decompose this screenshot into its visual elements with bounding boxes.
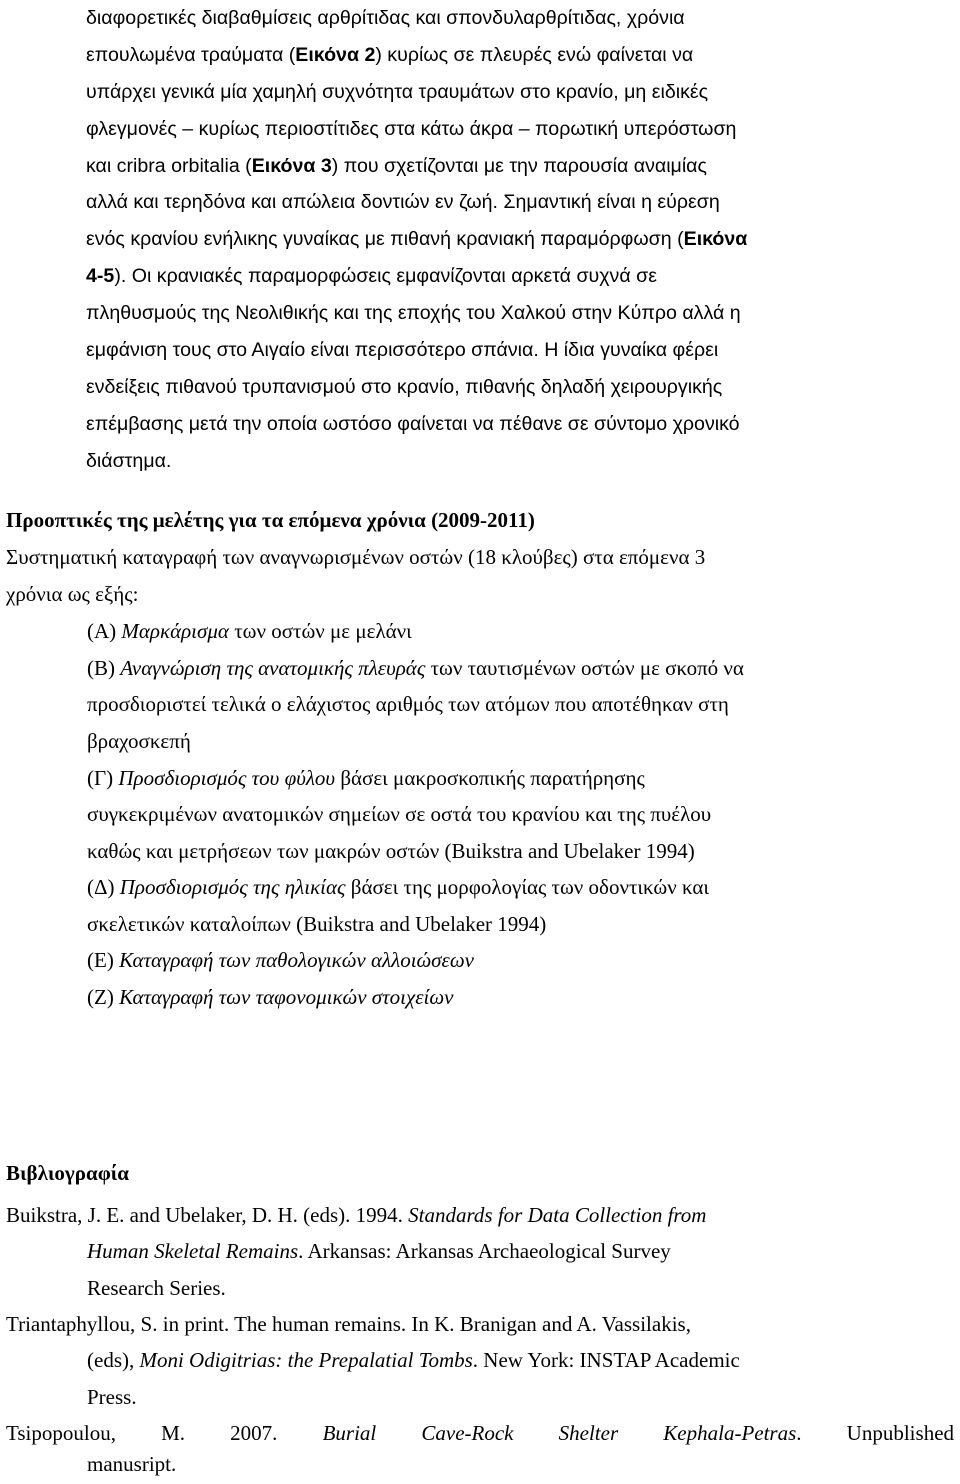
list-item-d-cont: σκελετικών καταλοίπων (Buikstra and Ubelaker 1994) <box>87 912 547 936</box>
ref-text: (eds), <box>87 1348 140 1372</box>
ref-text: Tsipopoulou, M. 2007. <box>6 1421 323 1445</box>
text-line <box>86 443 952 480</box>
item-text: των οστών με μελάνι <box>228 619 412 643</box>
ref-title: Human Skeletal Remains <box>87 1239 299 1263</box>
section-lead-line: χρόνια ως εξής: <box>6 582 139 606</box>
line-text: ) κυρίως σε πλευρές ενώ φαίνεται να <box>375 43 694 66</box>
text-line <box>86 221 952 258</box>
item-marker: (Ε) <box>87 948 120 972</box>
ref-text: . Arkansas: Arkansas Archaeological Survey <box>298 1239 671 1263</box>
figure-ref: Εικόνα 3 <box>251 154 332 177</box>
line-text: διάστημα. <box>86 449 172 472</box>
figure-ref: Εικόνα 2 <box>295 43 376 66</box>
line-text: υπάρχει γενικά μία χαμηλή συχνότητα τραυμάτων στο κρανίο, μη ειδικές <box>86 80 709 103</box>
item-text: βάσει μακροσκοπικής παρατήρησης <box>335 766 645 790</box>
ref-title: Burial Cave-Rock Shelter Kephala-Petras <box>322 1421 797 1445</box>
ref-text: . New York: INSTAP Academic <box>472 1348 740 1372</box>
line-text: διαφορετικές διαβαθμίσεις αρθρίτιδας και σπονδυλαρθρίτιδας, χρόνια <box>86 7 685 29</box>
item-marker: (Β) <box>87 656 121 680</box>
text-line <box>86 406 952 443</box>
section-heading: Προοπτικές της μελέτης για τα επόμενα χρόνια (2009-2011) <box>6 508 535 532</box>
list-item-c-cont: καθώς και μετρήσεων των μακρών οστών (Buikstra and Ubelaker 1994) <box>87 839 695 863</box>
reference-2: Triantaphyllou, S. in print. The human remains. In K. Branigan and A. Vassilakis, <box>6 1312 691 1336</box>
section-lead-line: Συστηματική καταγραφή των αναγνωρισμένων οστών (18 κλούβες) στα επόμενα 3 <box>6 545 706 569</box>
ref-title: Standards for Data Collection from <box>408 1203 707 1227</box>
list-item-b <box>87 656 744 681</box>
list-item-a <box>87 619 412 644</box>
reference-1 <box>6 1203 706 1228</box>
item-title: Αναγνώριση της ανατομικής πλευράς <box>120 656 426 680</box>
figure-ref: 4-5 <box>86 265 115 288</box>
text-line <box>86 369 952 406</box>
line-text: ενός κρανίου ενήλικης γυναίκας με πιθανή κρανιακή παραμόρφωση ( <box>86 228 684 251</box>
figure-ref: Εικόνα <box>683 228 748 251</box>
ref-text: . Unpublished <box>796 1421 955 1445</box>
ref-title: Moni Odigitrias: the Prepalatial Tombs <box>139 1348 473 1372</box>
line-text: ). Οι κρανιακές παραμορφώσεις εμφανίζονται αρκετά συχνά σε <box>114 265 657 288</box>
item-marker: (Γ) <box>87 766 119 790</box>
reference-1-cont <box>87 1239 671 1264</box>
list-item-e <box>87 948 474 973</box>
item-title: Καταγραφή των παθολογικών αλλοιώσεων <box>119 948 474 972</box>
text-line <box>86 74 952 111</box>
list-item-b-cont: προσδιοριστεί τελικά ο ελάχιστος αριθμός των ατόμων που αποτέθηκαν στη <box>87 692 729 716</box>
text-line <box>86 184 952 221</box>
item-text: των ταυτισμένων οστών με σκοπό να <box>425 656 744 680</box>
ref-text: Buikstra, J. E. and Ubelaker, D. H. (eds). 1994. <box>6 1203 409 1227</box>
text-line <box>86 295 952 332</box>
item-marker: (Δ) <box>87 875 120 899</box>
reference-2-cont <box>87 1348 740 1373</box>
item-title: Μαρκάρισμα <box>121 619 229 643</box>
reference-1-cont: Research Series. <box>87 1276 226 1300</box>
line-text: εμφάνιση τους στο Αιγαίο είναι περισσότερο σπάνια. Η ίδια γυναίκα φέρει <box>86 339 719 362</box>
list-item-z <box>87 985 453 1010</box>
text-line <box>86 111 952 148</box>
line-text: επέμβασης μετά την οποία ωστόσο φαίνεται να πέθανε σε σύντομο χρονικό <box>86 412 740 435</box>
intro-paragraph <box>86 0 952 480</box>
line-text: ) που σχετίζονται με την παρουσία αναιμίας <box>331 154 707 177</box>
text-line <box>86 148 952 185</box>
line-text: ενδείξεις πιθανού τρυπανισμού στο κρανίο, πιθανής δηλαδή χειρουργικής <box>86 375 723 398</box>
reference-3 <box>6 1421 954 1446</box>
line-text: επουλωμένα τραύματα ( <box>86 43 296 66</box>
bibliography-title: Βιβλιογραφία <box>6 1161 130 1185</box>
reference-2-cont: Press. <box>87 1385 137 1409</box>
item-title: Προσδιορισμός του φύλου <box>118 766 336 790</box>
reference-3-cont: manusript. <box>87 1452 177 1476</box>
text-line <box>86 332 952 369</box>
text-line <box>86 0 952 37</box>
item-marker: (Α) <box>87 619 122 643</box>
list-item-c <box>87 766 645 791</box>
item-title: Καταγραφή των ταφονομικών στοιχείων <box>119 985 454 1009</box>
item-text: βάσει της μορφολογίας των οδοντικών και <box>345 875 710 899</box>
line-text: αλλά και τερηδόνα και απώλεια δοντιών εν ζωή. Σημαντική είναι η εύρεση <box>86 191 720 214</box>
text-line <box>86 258 952 295</box>
item-title: Προσδιορισμός της ηλικίας <box>119 875 346 899</box>
text-line <box>86 37 952 74</box>
list-item-d <box>87 875 709 900</box>
line-text: πληθυσμούς της Νεολιθικής και της εποχής του Χαλκού στην Κύπρο αλλά η <box>86 302 741 325</box>
list-item-b-cont: βραχοσκεπή <box>87 729 191 753</box>
line-text: και cribra orbitalia ( <box>86 154 252 177</box>
list-item-c-cont: συγκεκριμένων ανατομικών σημείων σε οστά του κρανίου και της πυέλου <box>87 802 712 826</box>
item-marker: (Ζ) <box>87 985 120 1009</box>
line-text: φλεγμονές – κυρίως περιοστίτιδες στα κάτω άκρα – πορωτική υπερόστωση <box>86 117 737 140</box>
